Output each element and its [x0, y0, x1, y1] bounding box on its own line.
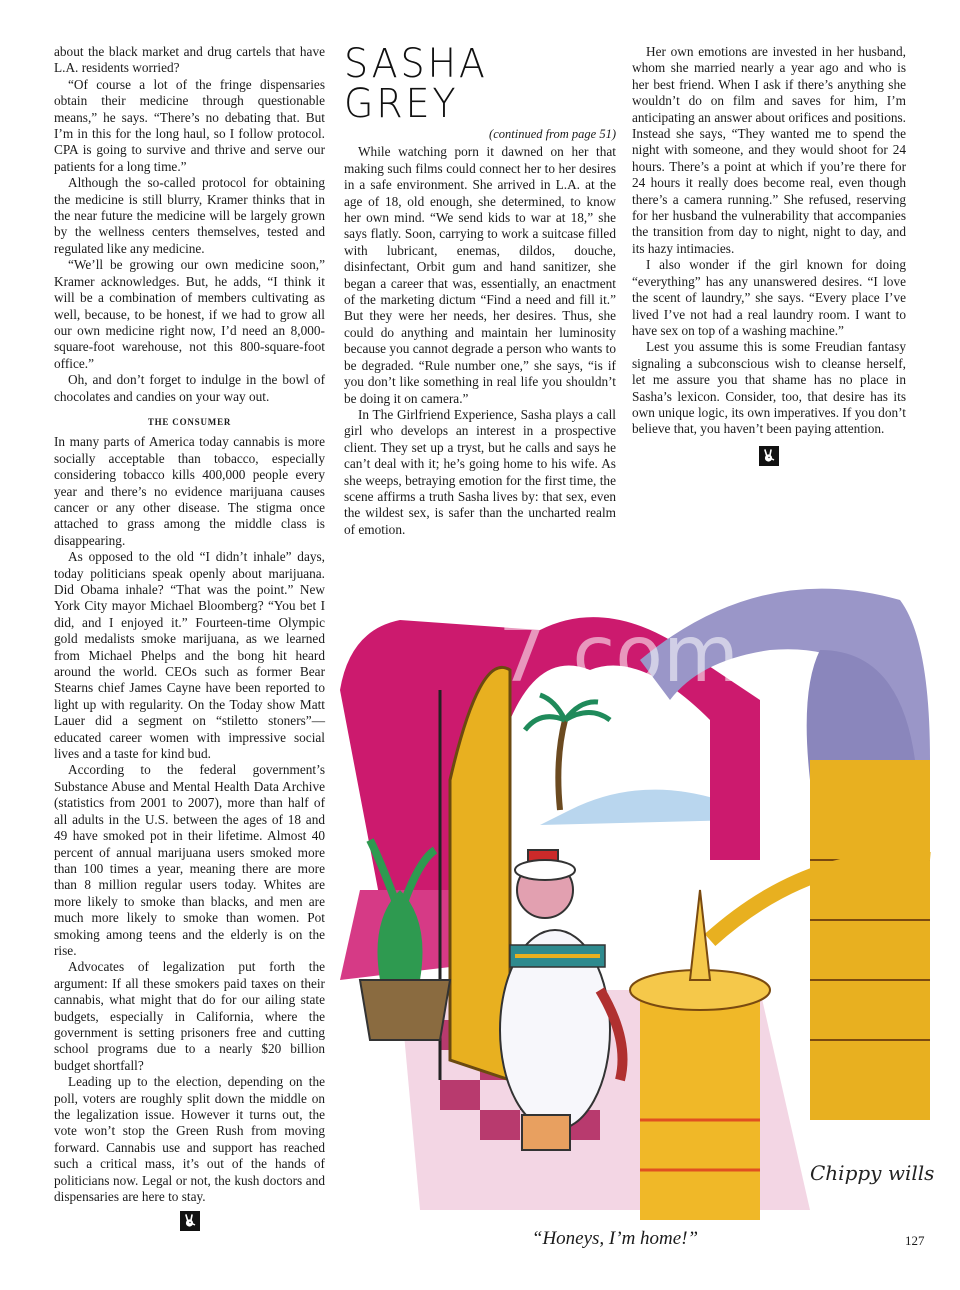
paragraph: “Of course a lot of the fringe dispensaries obtain their medicine through questionable means,” he says. “There’s no debating that. But I’m in this for the long haul, so I follow protocol. CPA is going to survive and thrive and serve our patients for a long time.” — [54, 76, 325, 174]
paragraph: Her own emotions are invested in her husband, whom she married nearly a year ago and who is her best friend. When I ask if there’s anything she wouldn’t do on film and saves for him, I’m anticipating an answer about orifices and positions. Instead she says, “They wanted me to spend the night with someone, and they would shoot for 24 hours. There’s a point at which if you’re there for 24 hours it really does become real, even though there’s a camera running.” She refused, reserving for her husband the vulnerability that accompanies the transition from day to night, night to day, and its hazy intimacies. — [632, 44, 906, 256]
page-number: 127 — [905, 1233, 925, 1248]
paragraph: I also wonder if the girl known for doing “everything” has any unanswered desires. “I love the scent of laundry,” she says. “Every place I’ve lived I’ve not had a real laundry room. I want to have sex on top of a washing machine.” — [632, 257, 906, 338]
column-2 — [344, 41, 616, 538]
column-1 — [54, 44, 325, 1231]
paragraph: In The Girlfriend Experience, Sasha plays a call girl who develops an interest in a prospective client. They set up a tryst, but he calls and says he can’t deal with it; he’s going home to his wife. As she weeps, betraying emotion for the first time, the scene affirms a truth Sasha lives by: that sex, even the wildest sex, is safer than the uncharted realm of emotion. — [344, 406, 616, 537]
paragraph: As opposed to the old “I didn’t inhale” days, today politicians speak openly about marijuana. Did Obama inhale? “That was the point.” New York City mayor Michael Bloomberg? “You bet I did, and I enjoyed it.” Fourteen-time Olympic gold medalists smoke marijuana, as we learned from Michael Phelps and the bong hit heard around the world. CEOs such as former Bear Stearns chief James Cayne have been reported to light up with regularity. On the Today show Matt Lauer did a segment on “stiletto stoners”—educated career women with impressive social lives and a taste for kind bud. — [54, 549, 325, 762]
paragraph: about the black market and drug cartels that have L.A. residents worried? — [54, 44, 325, 76]
article-title: SASHA GREY — [344, 41, 488, 127]
paragraph: While watching porn it dawned on her that making such films could connect her to her desires in a safe environment. She arrived in L.A. at the age of 18, old enough, she determined, to know her own mind. “We send kids to war at 18,” she says flatly. Soon, carrying to work a suitcase filled with lubricant, enemas, dildos, douche, disinfectant, Orbit gum and hand sanitizer, she began a career that was, essentially, an enactment of the marketing dictum “Find a need and fill it.” But they were her needs, her desires. Thus, she could do anything and maintain her luminosity because you cannot degrade a person who wants to be degraded. “Rule number one,” she says, “is if you don’t like something in real life you shouldn’t be doing it on camera.” — [344, 144, 616, 406]
paragraph: According to the federal government’s Substance Abuse and Mental Health Data Archive (statistics from 2001 to 2007), more than half of all adults in the U.S. between the ages of 18 and 49 have smoked pot in their lifetime. Almost 40 percent of annual marijuana users smoked more than 100 times a year, meaning there are more than 8 million regular users today. Whites are more likely to smoke than blacks, and men are much more likely to smoke than women. Pot smoking among teens and the elderly is on the rise. — [54, 762, 325, 958]
paragraph: In many parts of America today cannabis is more socially acceptable than tobacco, especially considering tobacco kills 400,000 people every year and there’s no evidence marijuana causes cancer or any other disease. The stigma once attached to grass among the middle class is disappearing. — [54, 434, 325, 548]
cartoon-caption: “Honeys, I’m home!” — [531, 1228, 699, 1249]
paragraph: Although the so-called protocol for obtaining the medicine is still blurry, Kramer thinks that in the near future the medicine will be largely grown by the wellness centers themselves, tested and regulated like any medicine. — [54, 175, 325, 256]
paragraph: Advocates of legalization put forth the argument: If all these smokers paid taxes on their cannabis, what might that do for our ailing state budgets, especially in California, where the government is setting prisoners free and cutting school programs due to a nearly $20 billion budget shortfall? — [54, 959, 325, 1073]
cartoonist-signature: Chippy wills — [810, 1161, 935, 1185]
column-3 — [632, 44, 906, 466]
section-subhead: THE CONSUMER — [147, 416, 232, 427]
paragraph: Lest you assume this is some Freudian fantasy signaling a subconscious wish to cleanse herself, let me assure you that shame has no place in Sasha’s lexicon. Consider, too, that desire has its own unique logic, its own imperatives. If you don’t believe that, you haven’t been paying attention. — [632, 339, 906, 437]
paragraph: “We’ll be growing our own medicine soon,” Kramer acknowledges. But, he adds, “I think it will be a combination of members cultivating as well, because, to be honest, if we had to grow all our own medicine right now, I’d need an 8,000-square-foot warehouse, not this 800-square-foot office.” — [54, 257, 325, 371]
watermark: 7.com — [498, 610, 740, 700]
continuation-note: (continued from page 51) — [489, 127, 616, 141]
playboy-bunny-icon — [180, 1211, 200, 1231]
paragraph: Oh, and don’t forget to indulge in the bowl of chocolates and candies on your way out. — [54, 372, 325, 404]
paragraph: Leading up to the election, depending on the poll, voters are roughly split down the middle on the legalization issue. However it turns out, the vote won’t stop the Green Rush from moving forward. Cannabis use and support has reached such a critical mass, it’s out of the hands of politicians now. Legal or not, the kush doctors and dispensaries are here to stay. — [54, 1074, 325, 1205]
playboy-bunny-icon — [759, 446, 779, 466]
